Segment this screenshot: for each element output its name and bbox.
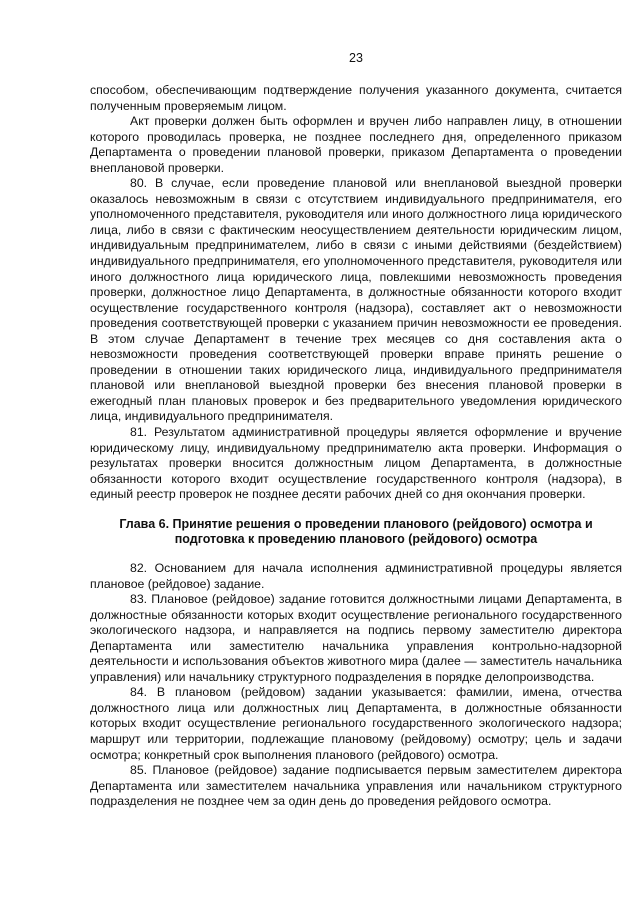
paragraph-82: 82. Основанием для начала исполнения административной процедуры является плановое (рейдовое) задание. bbox=[90, 560, 622, 591]
page-number: 23 bbox=[349, 51, 363, 65]
paragraph-80: 80. В случае, если проведение плановой или внеплановой выездной проверки оказалось невозможным в связи с отсутствием индивидуального предпринимателя, его уполномоченного представителя, руководителя или иного должностного лица юридического лица, либо в связи с фактическим неосуществлением деятельности юридическим лицом, индивидуальным предпринимателем, либо в связи с иными действиями (бездействием) индивидуального предпринимателя, его уполномоченного представителя, руководителя или иного должностного лица юридического лица, повлекшими невозможность проведения проверки, должностное лицо Департамента, в должностные обязанности которого входит осуществление государственного контроля (надзора), составляет акт о невозможности проведения соответствующей проверки с указанием причин невозможности ее проведения. В этом случае Департамент в течение трех месяцев со дня составления акта о невозможности проведения соответствующей проверки вправе принять решение о проведении в отношении таких юридического лица, индивидуального предпринимателя плановой или внеплановой выездной проверки без внесения плановой проверки в ежегодный план плановых проверок и без предварительного уведомления юридического лица, индивидуального предпринимателя. bbox=[90, 176, 622, 424]
document-body bbox=[90, 83, 622, 810]
paragraph-continuation: способом, обеспечивающим подтверждение получения указанного документа, считается полученным проверяемым лицом. bbox=[90, 83, 622, 113]
paragraph-81: 81. Результатом административной процедуры является оформление и вручение юридическому лицу, индивидуальному предпринимателю акта проверки. Информация о результатах проверки вносится должностным лицом Департамента, в должностные обязанности которого входит осуществление государственного контроля (надзора), в единый реестр проверок не позднее десяти рабочих дней со дня окончания проверки. bbox=[90, 425, 622, 502]
paragraph-85: 85. Плановое (рейдовое) задание подписывается первым заместителем директора Департамента или заместителем начальника управления или начальником структурного подразделения не позднее чем за один день до проведения рейдового осмотра. bbox=[90, 763, 622, 809]
paragraph-act-delivery: Акт проверки должен быть оформлен и вручен либо направлен лицу, в отношении которого проводилась проверка, не позднее последнего дня, определенного приказом Департамента о проведении плановой проверки, приказом Департамента о проведении внеплановой проверки. bbox=[90, 114, 622, 175]
paragraph-84: 84. В плановом (рейдовом) задании указывается: фамилии, имена, отчества должностного лица или должностных лиц Департамента, в должностные обязанности которых входит осуществление регионального государственного экологического надзора; маршрут или территории, подлежащие плановому (рейдовому) осмотру; цель и задачи осмотра; конкретный срок выполнения планового (рейдового) осмотра. bbox=[90, 685, 622, 762]
chapter-heading: Глава 6. Принятие решения о проведении планового (рейдового) осмотра и подготовка к проведению планового (рейдового) осмотра bbox=[119, 516, 593, 547]
paragraph-83: 83. Плановое (рейдовое) задание готовится должностными лицами Департамента, в должностные обязанности которых входит осуществление регионального государственного экологического надзора, и направляется на подпись первому заместителю директора Департамента или заместителю начальника управления контрольно-надзорной деятельности и использования объектов животного мира (далее — заместитель начальника управления) или начальнику структурного подразделения в порядке делопроизводства. bbox=[90, 592, 622, 684]
